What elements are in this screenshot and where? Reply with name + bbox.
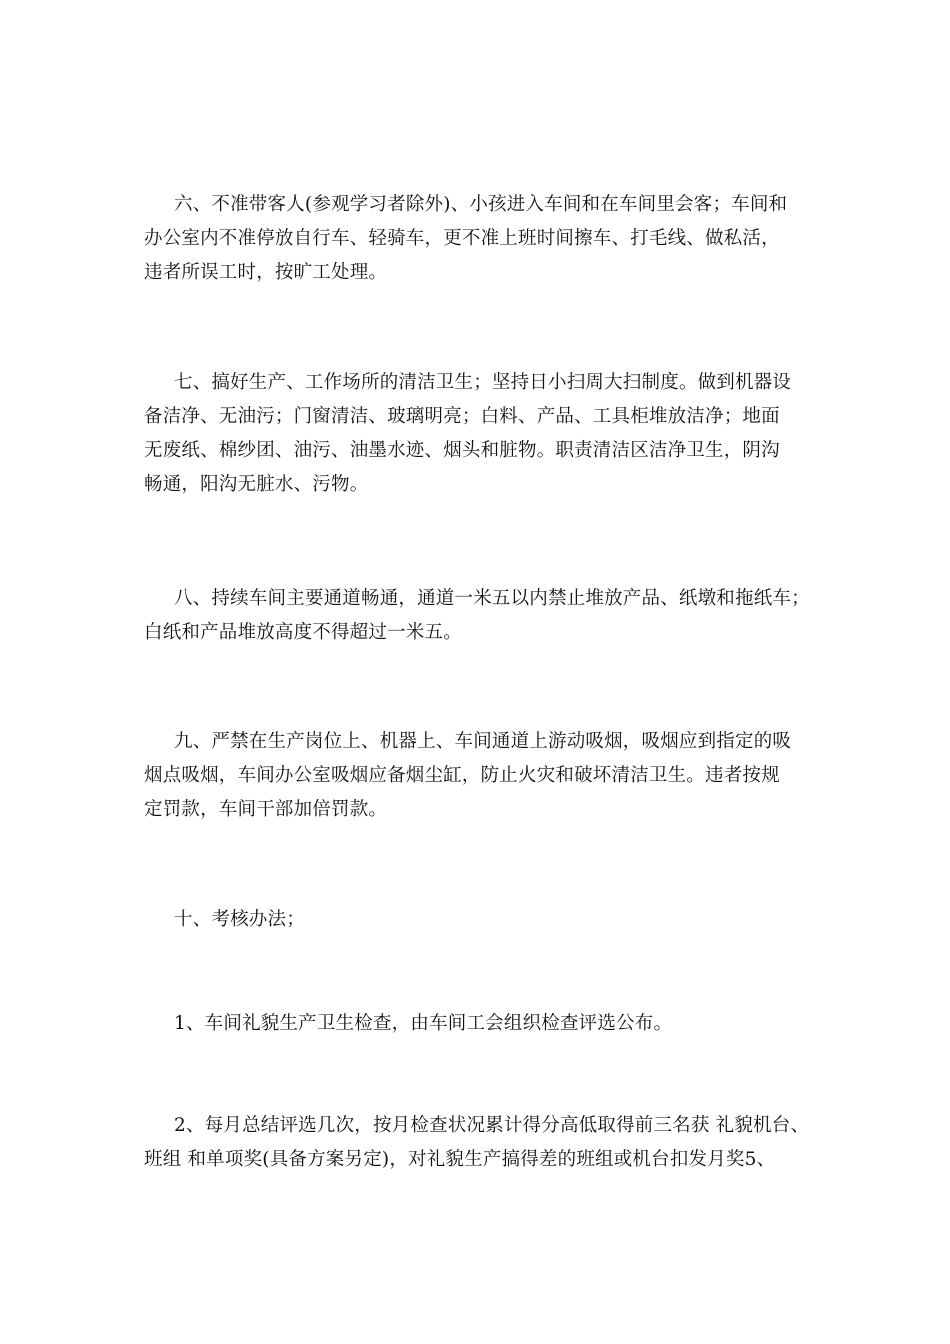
text-line: 九、严禁在生产岗位上、机器上、车间通道上游动吸烟，吸烟应到指定的吸 [174, 731, 792, 752]
text-line: 1、车间礼貌生产卫生检查，由车间工会组织检查评选公布。 [174, 1013, 673, 1034]
text-line: 备洁净、无油污；门窗清洁、玻璃明亮；白料、产品、工具柜堆放洁净；地面 [144, 406, 780, 427]
paragraph-item-2 [144, 1109, 814, 1177]
paragraph-item-1 [144, 1007, 814, 1041]
text-line: 八、持续车间主要通道畅通，通道一米五以内禁止堆放产品、纸墩和拖纸车； [174, 588, 810, 609]
text-line: 办公室内不准停放自行车、轻骑车，更不准上班时间擦车、打毛线、做私活， [144, 228, 780, 249]
text-line: 烟点吸烟，车间办公室吸烟应备烟尘缸，防止火灾和破坏清洁卫生。违者按规 [144, 765, 780, 786]
section-heading-10 [144, 903, 814, 937]
text-line: 六、不准带客人(参观学习者除外)、小孩进入车间和在车间里会客；车间和 [174, 194, 788, 215]
text-line: 白纸和产品堆放高度不得超过一米五。 [144, 622, 462, 643]
text-line: 定罚款，车间干部加倍罚款。 [144, 799, 388, 820]
text-line: 违者所误工时，按旷工处理。 [144, 262, 388, 283]
paragraph-9 [144, 725, 814, 827]
paragraph-8 [144, 582, 814, 650]
text-line: 班组 和单项奖(具备方案另定)，对礼貌生产搞得差的班组或机台扣发月奖5、 [144, 1149, 776, 1170]
text-line: 畅通，阳沟无脏水、污物。 [144, 474, 369, 495]
text-line: 七、搞好生产、工作场所的清洁卫生；坚持日小扫周大扫制度。做到机器设 [174, 372, 792, 393]
text-line: 无废纸、棉纱团、油污、油墨水迹、烟头和脏物。职责清洁区洁净卫生，阴沟 [144, 440, 780, 461]
paragraph-6 [144, 188, 814, 290]
text-line: 2、每月总结评选几次，按月检查状况累计得分高低取得前三名获 礼貌机台、 [174, 1115, 810, 1136]
paragraph-7 [144, 366, 814, 502]
text-line: 十、考核办法； [174, 909, 305, 930]
